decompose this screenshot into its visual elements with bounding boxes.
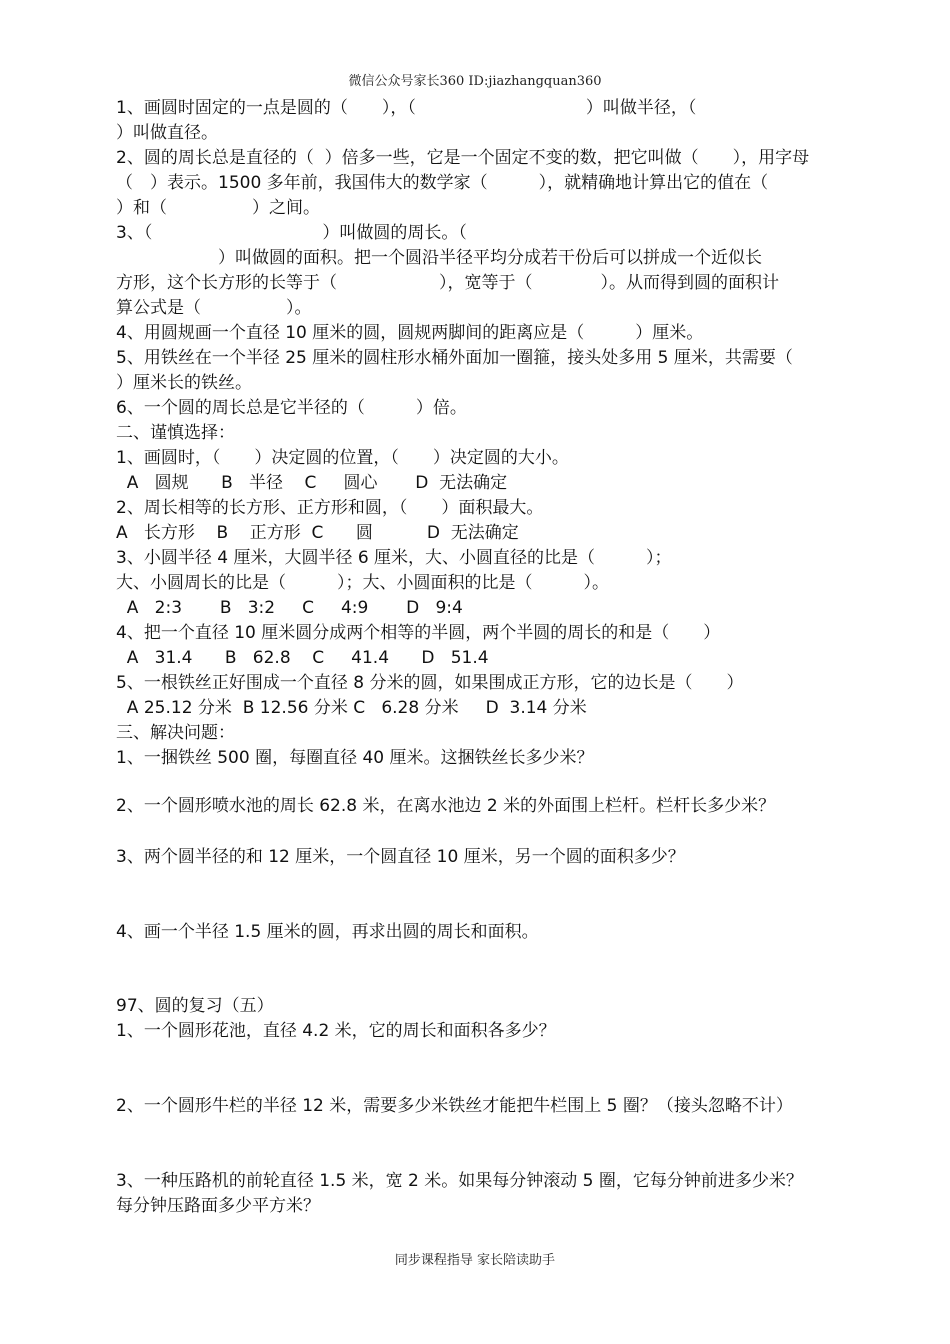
text-line: 2、一个圆形牛栏的半径 12 米，需要多少米铁丝才能把牛栏围上 5 圈？（接头忽略不计） bbox=[116, 1096, 793, 1116]
text-line: 3、一种压路机的前轮直径 1.5 米，宽 2 米。如果每分钟滚动 5 圈，它每分钟前进多少米？ bbox=[116, 1171, 803, 1191]
text-line: （ ）表示。1500 多年前，我国伟大的数学家（ ），就精确地计算出它的值在（ bbox=[116, 173, 769, 193]
text-line: 大、小圆周长的比是（ ）；大、小圆面积的比是（ ）。 bbox=[116, 573, 609, 593]
options-line: A 长方形 B 正方形 C 圆 D 无法确定 bbox=[116, 523, 519, 543]
options-line: A 25.12 分米 B 12.56 分米 C 6.28 分米 D 3.14 分米 bbox=[116, 698, 587, 718]
text-line: 1、画圆时，（ ）决定圆的位置，（ ）决定圆的大小。 bbox=[116, 448, 569, 468]
options-line: A 2:3 B 3:2 C 4:9 D 9:4 bbox=[116, 598, 463, 618]
text-line: 6、一个圆的周长总是它半径的（ ）倍。 bbox=[116, 398, 467, 418]
page-header: 微信公众号家长360 ID:jiazhangquan360 bbox=[348, 74, 602, 89]
text-line: 3、两个圆半径的和 12 厘米，一个圆直径 10 厘米，另一个圆的面积多少？ bbox=[116, 847, 685, 867]
text-line: 1、一个圆形花池，直径 4.2 米，它的周长和面积各多少？ bbox=[116, 1021, 556, 1041]
text-line: 4、画一个半径 1.5 厘米的圆，再求出圆的周长和面积。 bbox=[116, 922, 539, 942]
options-line: A 31.4 B 62.8 C 41.4 D 51.4 bbox=[116, 648, 489, 668]
text-line: 1、画圆时固定的一点是圆的（ ），（ ）叫做半径，（ bbox=[116, 98, 697, 118]
text-line: 2、圆的周长总是直径的（ ）倍多一些，它是一个固定不变的数，把它叫做（ ），用字母 bbox=[116, 148, 810, 168]
text-line: 2、一个圆形喷水池的周长 62.8 米，在离水池边 2 米的外面围上栏杆。栏杆长多少米？ bbox=[116, 796, 776, 816]
text-line: ）厘米长的铁丝。 bbox=[116, 373, 252, 393]
text-line: ）叫做圆的面积。把一个圆沿半径平均分成若干份后可以拼成一个近似长 bbox=[116, 248, 762, 268]
options-line: A 圆规 B 半径 C 圆心 D 无法确定 bbox=[116, 473, 508, 493]
text-line: 方形，这个长方形的长等于（ ），宽等于（ ）。从而得到圆的面积计 bbox=[116, 273, 779, 293]
text-line: 2、周长相等的长方形、正方形和圆，（ ）面积最大。 bbox=[116, 498, 544, 518]
text-line: 每分钟压路面多少平方米？ bbox=[116, 1196, 320, 1216]
text-line: 3、小圆半径 4 厘米，大圆半径 6 厘米，大、小圆直径的比是（ ）； bbox=[116, 548, 672, 568]
text-line: ）叫做直径。 bbox=[116, 123, 218, 143]
section-title: 97、圆的复习（五） bbox=[116, 996, 274, 1016]
text-line: 4、把一个直径 10 厘米圆分成两个相等的半圆，两个半圆的周长的和是（ ） bbox=[116, 623, 721, 643]
text-line: 5、用铁丝在一个半径 25 厘米的圆柱形水桶外面加一圈箍，接头处多用 5 厘米，共需要（ bbox=[116, 348, 793, 368]
text-line: ）和（ ）之间。 bbox=[116, 198, 320, 218]
section-title: 三、解决问题： bbox=[116, 723, 235, 743]
text-line: 算公式是（ ）。 bbox=[116, 298, 312, 318]
section-title: 二、谨慎选择： bbox=[116, 423, 235, 443]
text-line: 3、（ ）叫做圆的周长。（ bbox=[116, 223, 467, 243]
text-line: 4、用圆规画一个直径 10 厘米的圆，圆规两脚间的距离应是（ ）厘米。 bbox=[116, 323, 704, 343]
page-footer: 同步课程指导 家长陪读助手 bbox=[394, 1253, 556, 1268]
text-line: 5、一根铁丝正好围成一个直径 8 分米的圆，如果围成正方形，它的边长是（ ） bbox=[116, 673, 744, 693]
text-line: 1、一捆铁丝 500 圈，每圈直径 40 厘米。这捆铁丝长多少米？ bbox=[116, 748, 594, 768]
